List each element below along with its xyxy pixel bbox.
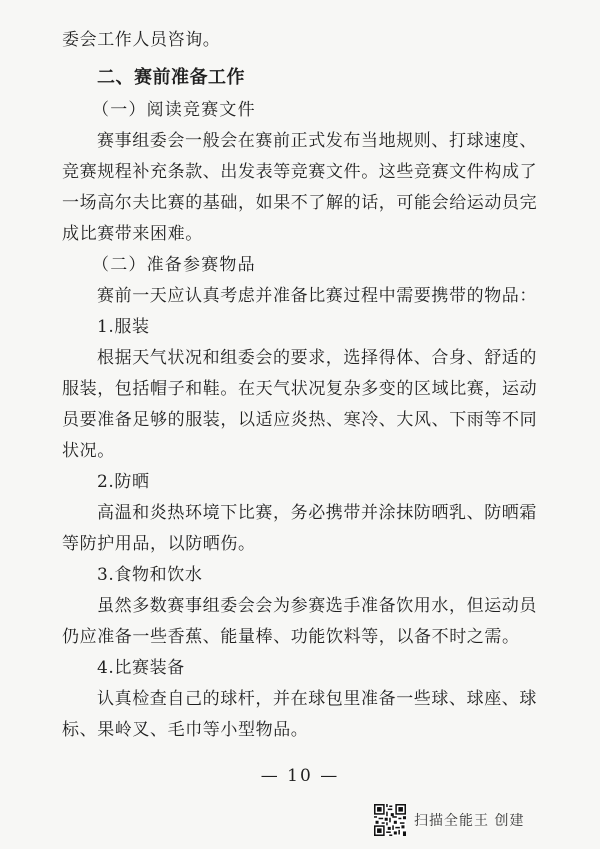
item-heading: 2.防晒 (97, 472, 150, 492)
text-line: 赛事组委会一般会在赛前正式发布当地规则、打球速度、 (97, 131, 537, 151)
text-line: 认真检查自己的球杆，并在球包里准备一些球、球座、球 (97, 689, 537, 709)
text-line: 竞赛规程补充条款、出发表等竞赛文件。这些竞赛文件构成了 (62, 162, 538, 182)
section-heading: 二、赛前准备工作 (97, 67, 245, 88)
item-heading: 4.比赛装备 (97, 658, 185, 678)
text-line: 委会工作人员咨询。 (62, 30, 221, 50)
text-line: 成比赛带来困难。 (62, 224, 203, 244)
item-heading: 3.食物和饮水 (97, 565, 203, 585)
text-line: 员要准备足够的服装，以适应炎热、寒冷、大风、下雨等不同 (62, 410, 538, 430)
text-line: 虽然多数赛事组委会会为参赛选手准备饮用水，但运动员 (97, 596, 537, 616)
item-heading: 1.服装 (97, 317, 150, 337)
text-line: 根据天气状况和组委会的要求，选择得体、合身、舒适的 (97, 348, 537, 368)
page-number: — 10 — (260, 766, 340, 786)
text-line: 等防护用品，以防晒伤。 (62, 534, 256, 554)
text-line: 标、果岭叉、毛巾等小型物品。 (62, 720, 309, 740)
scanner-label: 扫描全能王 创建 (414, 813, 525, 829)
text-line: 一场高尔夫比赛的基础，如果不了解的话，可能会给运动员完 (62, 193, 538, 213)
text-line: 状况。 (62, 441, 115, 461)
scanner-watermark (374, 800, 574, 840)
subsection-heading: （二）准备参赛物品 (92, 255, 256, 275)
subsection-heading: （一）阅读竞赛文件 (92, 100, 256, 120)
text-line: 仍应准备一些香蕉、能量棒、功能饮料等，以备不时之需。 (62, 627, 520, 647)
qr-code-icon (374, 804, 406, 836)
text-line: 赛前一天应认真考虑并准备比赛过程中需要携带的物品： (97, 286, 537, 306)
text-line: 高温和炎热环境下比赛，务必携带并涂抹防晒乳、防晒霜 (97, 503, 537, 523)
text-line: 服装，包括帽子和鞋。在天气状况复杂多变的区域比赛，运动 (62, 379, 538, 399)
